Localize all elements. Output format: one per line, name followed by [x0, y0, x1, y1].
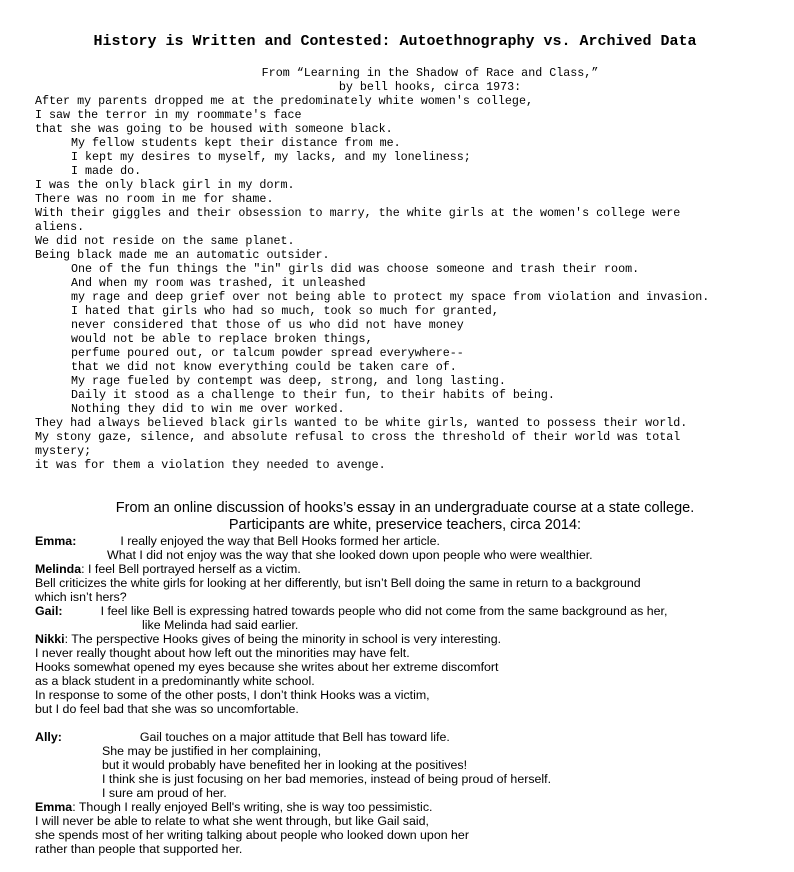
speaker-colon: : [57, 730, 62, 744]
poem-line: aliens. [35, 220, 85, 234]
comment-text: : I feel Bell portrayed herself as a victim. [81, 562, 301, 576]
comment-text: I really enjoyed the way that Bell Hooks formed her article. [120, 534, 440, 548]
comment-text: I feel like Bell is expressing hatred towards people who did not come from the same background as her, [100, 604, 668, 618]
poem-line: my rage and deep grief over not being able to protect my space from violation and invasion. [71, 290, 710, 304]
poem-line: And when my room was trashed, it unleashed [71, 276, 366, 290]
discussion-line [35, 604, 775, 618]
poem-line: I saw the terror in my roommate's face [35, 108, 302, 122]
poem-line: perfume poured out, or talcum powder spread everywhere-- [71, 346, 464, 360]
discussion-line: which isn’t hers? [35, 590, 127, 604]
poem-line: it was for them a violation they needed to avenge. [35, 458, 386, 472]
poem-line: Daily it stood as a challenge to their fun, to their habits of being. [71, 388, 555, 402]
discussion-line: What I did not enjoy was the way that she looked down upon people who were wealthier. [107, 548, 593, 562]
discussion-line: rather than people that supported her. [35, 842, 243, 856]
discussion-line [35, 800, 775, 814]
comment-text: Gail touches on a major attitude that Bell has toward life. [139, 730, 450, 744]
discussion-line [35, 632, 775, 646]
poem-line: They had always believed black girls wanted to be white girls, wanted to possess their world. [35, 416, 688, 430]
poem-line: never considered that those of us who did not have money [71, 318, 464, 332]
discussion-line: I will never be able to relate to what she went through, but like Gail said, [35, 814, 429, 828]
poem-source-line: From “Learning in the Shadow of Race and Class,” [261, 66, 599, 80]
discussion-line: I sure am proud of her. [102, 786, 227, 800]
discussion-line: as a black student in a predominantly white school. [35, 674, 315, 688]
poem-line: mystery; [35, 444, 92, 458]
poem-author-line: by bell hooks, circa 1973: [338, 80, 522, 94]
document-title: History is Written and Contested: Autoethnography vs. Archived Data [93, 33, 697, 50]
poem-line: My fellow students kept their distance from me. [71, 136, 401, 150]
poem-line: With their giggles and their obsession to marry, the white girls at the women's college were [35, 206, 681, 220]
speaker-colon: : [58, 604, 63, 618]
speaker-colon: : [72, 534, 77, 548]
discussion-line [35, 562, 775, 576]
blank-line [35, 716, 775, 730]
poem-line: Nothing they did to win me over worked. [71, 402, 345, 416]
poem-line: There was no room in me for shame. [35, 192, 274, 206]
discussion-line [35, 730, 775, 744]
poem-line: Being black made me an automatic outsider. [35, 248, 330, 262]
discussion-header: From an online discussion of hooks’s essay in an undergraduate course at a state college. [115, 500, 695, 516]
discussion-line [35, 534, 775, 548]
speaker-name: Emma [35, 534, 73, 548]
speaker-name: Gail [35, 604, 59, 618]
discussion-section [35, 500, 775, 856]
speaker-name: Ally [35, 730, 58, 744]
discussion-line: In response to some of the other posts, I don’t think Hooks was a victim, [35, 688, 430, 702]
poem-line: I hated that girls who had so much, took so much for granted, [71, 304, 499, 318]
poem-line: We did not reside on the same planet. [35, 234, 295, 248]
comment-text: : Though I really enjoyed Bell's writing, she is way too pessimistic. [72, 800, 433, 814]
speaker-name: Nikki [35, 632, 65, 646]
poem-line: I was the only black girl in my dorm. [35, 178, 295, 192]
discussion-line: but I do feel bad that she was so uncomfortable. [35, 702, 299, 716]
poem-excerpt [35, 66, 775, 472]
speaker-name: Emma [35, 800, 73, 814]
poem-line: would not be able to replace broken things, [71, 332, 373, 346]
discussion-line: but it would probably have benefited her in looking at the positives! [102, 758, 468, 772]
discussion-line: she spends most of her writing talking about people who looked down upon her [35, 828, 469, 842]
discussion-line: I think she is just focusing on her bad memories, instead of being proud of herself. [102, 772, 552, 786]
poem-line: My stony gaze, silence, and absolute refusal to cross the threshold of their world was total [35, 430, 681, 444]
poem-line: that she was going to be housed with someone black. [35, 122, 393, 136]
discussion-subheader: Participants are white, preservice teachers, circa 2014: [228, 517, 582, 533]
poem-line: After my parents dropped me at the predominately white women's college, [35, 94, 533, 108]
comment-text: : The perspective Hooks gives of being the minority in school is very interesting. [64, 632, 502, 646]
poem-line: My rage fueled by contempt was deep, strong, and long lasting. [71, 374, 506, 388]
discussion-line: She may be justified in her complaining, [102, 744, 322, 758]
poem-line: One of the fun things the "in" girls did was choose someone and trash their room. [71, 262, 640, 276]
discussion-line: I never really thought about how left out the minorities may have felt. [35, 646, 410, 660]
discussion-line: Bell criticizes the white girls for looking at her differently, but isn’t Bell doing the same in return to a background [35, 576, 641, 590]
discussion-line: like Melinda had said earlier. [142, 618, 299, 632]
poem-line: that we did not know everything could be taken care of. [71, 360, 457, 374]
poem-line: I made do. [71, 164, 142, 178]
speaker-name: Melinda [35, 562, 82, 576]
poem-line: I kept my desires to myself, my lacks, and my loneliness; [71, 150, 471, 164]
discussion-line: Hooks somewhat opened my eyes because she writes about her extreme discomfort [35, 660, 499, 674]
